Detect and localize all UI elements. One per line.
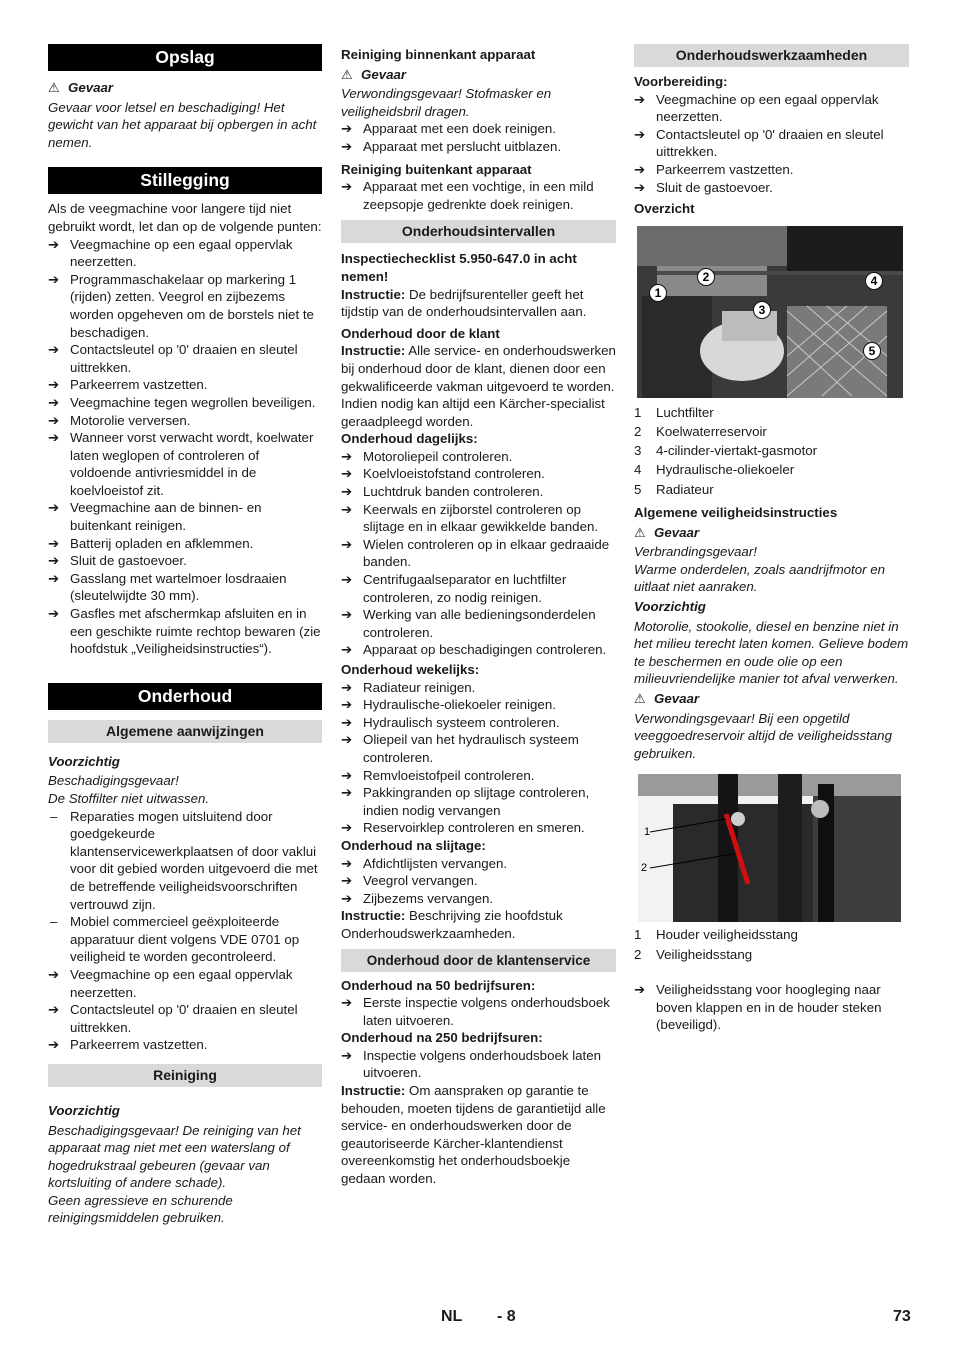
warning-heading (48, 79, 322, 97)
arrow-icon: ➔ (634, 126, 646, 142)
legend-item (634, 461, 909, 479)
callout-marker: 2 (697, 268, 715, 286)
arrow-icon: ➔ (341, 995, 353, 1011)
list-item: ➔ Contactsleutel op '0' draaien en sleutel uittrekken. (48, 1002, 298, 1035)
list-item: ➔ Eerste inspectie volgens onderhoudsboek laten uitvoeren. (341, 995, 610, 1028)
list-item: ➔ Wanneer vorst verwacht wordt, koelwater laten weglopen of controleren of voldoende antivriesmiddel in de koelvloeistof zit. (48, 430, 314, 498)
list-item: ➔ Batterij opladen en afklemmen. (48, 535, 254, 551)
heading-klant: Onderhoud door de klant (341, 325, 500, 341)
arrow-icon: ➔ (341, 767, 353, 783)
legend-text: 4-cilinder-viertakt-gasmotor (656, 443, 818, 459)
instruction-paragraph (341, 1082, 616, 1188)
list-item: ➔ Programmaschakelaar op markering 1 (rijden) zetten. Veegrol en zijbezems worden opgeheven om de borstels niet te beschadigen. (48, 271, 314, 340)
heading-veiligheid: Algemene veiligheidsinstructies (634, 505, 838, 521)
list-item: ➔ Veegmachine tegen wegrollen beveiligen. (48, 394, 316, 410)
subsection-title-reiniging: Reiniging (48, 1064, 322, 1087)
arrow-icon: ➔ (48, 377, 60, 393)
arrow-icon: ➔ (341, 138, 353, 154)
heading-voorbereiding: Voorbereiding: (634, 74, 728, 89)
heading-50-uren: Onderhoud na 50 bedrijfsuren: (341, 977, 536, 993)
list-item: ➔ Wielen controleren op in elkaar gedraaide banden. (341, 536, 610, 570)
heading-dagelijks: Onderhoud dagelijks: (341, 431, 478, 447)
caution-text: Beschadigingsgevaar! De reiniging van het apparaat mag niet met een waterslang of hogedrukstraal gebeuren (gevaar van kortsluiting of andere schade). (48, 1122, 301, 1191)
arrow-icon: ➔ (341, 855, 353, 871)
column-1 (48, 44, 322, 1227)
warning-heading (634, 524, 909, 542)
legend-number: 2 (634, 946, 642, 962)
warning-triangle-icon: ⚠ (48, 80, 60, 95)
list-item: ➔ Sluit de gastoevoer. (48, 553, 187, 569)
arrow-icon: ➔ (48, 606, 60, 622)
list-item: ➔ Parkeerrem vastzetten. (634, 161, 794, 177)
caution-label: Voorzichtig (48, 1102, 120, 1118)
legend-text: Houder veiligheidsstang (656, 927, 798, 943)
instruction-paragraph (341, 907, 616, 942)
list-item: ➔ Sluit de gastoevoer. (634, 179, 773, 195)
instruction-label: Instructie: (341, 1083, 406, 1099)
legend-text: Koelwaterreservoir (656, 423, 767, 439)
arrow-icon: ➔ (341, 466, 353, 482)
arrow-icon: ➔ (634, 161, 646, 177)
list-item: ➔ Contactsleutel op '0' draaien en sleutel uittrekken. (634, 126, 884, 160)
arrow-icon: ➔ (341, 890, 353, 906)
instruction-paragraph (341, 286, 616, 321)
arrow-icon: ➔ (634, 179, 646, 195)
legend-number: 1 (634, 927, 642, 943)
list-item: ➔ Afdichtlijsten vervangen. (341, 855, 508, 871)
instruction-paragraph (341, 342, 616, 430)
column-3 (634, 44, 909, 1034)
legend-item (634, 926, 909, 944)
arrow-icon: ➔ (48, 570, 60, 586)
list-item: ➔ Radiateur reinigen. (341, 679, 476, 695)
list-item: ➔ Contactsleutel op '0' draaien en sleutel uittrekken. (48, 342, 298, 375)
list-item: ➔ Zijbezems vervangen. (341, 890, 494, 906)
legend-item (634, 442, 909, 460)
arrow-icon: ➔ (48, 535, 60, 551)
arrow-icon: ➔ (341, 121, 353, 137)
legend-item (634, 404, 909, 422)
list-50-uren (341, 994, 616, 1029)
caution-text: Motorolie, stookolie, diesel en benzine niet in het milieu terecht laten komen. Gelieve bodem te beschermen en oude olie op een milieuvriendelijke manier tot afval verwerken. (634, 618, 909, 687)
warning-triangle-icon: ⚠ (634, 691, 646, 707)
list-item: ➔ Remvloeistofpeil controleren. (341, 767, 535, 783)
list-item: ➔ Centrifugaalseparator en luchtfilter controleren, zo nodig reinigen. (341, 572, 567, 605)
stang-action-list (634, 981, 909, 1034)
legend-number: 4 (634, 462, 642, 478)
list-item: ➔ Gasslang met wartelmoer losdraaien (sleutelwijdte 30 mm). (48, 570, 287, 604)
instruction-label: Instructie: (341, 343, 406, 359)
instruction-label: Instructie: (341, 286, 406, 302)
list-item: ➔ Gasfles met afschermkap afsluiten en in een geschikte ruimte rechtop bewaren (zie hoofdstuk „Veiligheidsinstructies“). (48, 606, 321, 657)
arrow-icon: ➔ (48, 271, 60, 287)
caution-label: Voorzichtig (634, 599, 706, 615)
callout-marker: 1 (649, 284, 667, 302)
list-item: ➔ Inspectie volgens onderhoudsboek laten uitvoeren. (341, 1047, 602, 1081)
section-title-werkzaamheden: Onderhoudswerkzaamheden (634, 44, 909, 67)
footer-page-number: 73 (893, 1308, 911, 1325)
list-item: ➔ Keerwals en zijborstel controleren op slijtage en in elkaar gewikkelde banden. (341, 501, 599, 535)
safety-bar-photo-art (638, 774, 901, 922)
list-item: ➔ Apparaat met een doek reinigen. (341, 121, 556, 137)
list-item: ➔ Veegrol vervangen. (341, 873, 478, 889)
heading-slijtage: Onderhoud na slijtage: (341, 837, 486, 853)
list-item: ➔ Parkeerrem vastzetten. (48, 1037, 208, 1053)
list-item: ➔ Veegmachine op een egaal oppervlak neerzetten. (634, 91, 879, 125)
dash-bullet: – (50, 914, 58, 930)
arrow-icon: ➔ (48, 1037, 60, 1053)
arrow-icon: ➔ (48, 236, 60, 252)
list-item: ➔ Parkeerrem vastzetten. (48, 377, 208, 393)
photo-label: 1 (644, 826, 651, 839)
list-item: – Reparaties mogen uitsluitend door goedgekeurde klantenservicewerkplaatsen of door vaklui voor dit gebied worden uitgevoerd die met de betreffende veiligheidsvoorschriften vertrouwd zijn. (50, 808, 318, 912)
arrow-icon: ➔ (341, 732, 353, 748)
list-item: ➔ Oliepeil van het hydraulisch systeem controleren. (341, 732, 579, 765)
caution-text: Geen agressieve en schurende reinigingsmiddelen gebruiken. (48, 1192, 233, 1226)
arrow-icon: ➔ (48, 412, 60, 428)
heading-binnenkant: Reiniging binnenkant apparaat (341, 47, 536, 62)
dagelijks-list (341, 448, 616, 659)
arrow-icon: ➔ (48, 553, 60, 569)
legend-item (634, 946, 909, 964)
section-title-onderhoud: Onderhoud (48, 683, 322, 710)
binnenkant-list (341, 120, 616, 155)
legend-item (634, 481, 909, 499)
instruction-label: Instructie: (341, 908, 406, 924)
warning-text: Warme onderdelen, zoals aandrijfmotor en uitlaat niet aanraken. (634, 561, 886, 595)
column-2 (341, 44, 616, 1188)
list-item: ➔ Luchtdruk banden controleren. (341, 484, 544, 500)
heading-250-uren: Onderhoud na 250 bedrijfsuren: (341, 1030, 543, 1046)
arrow-icon: ➔ (48, 342, 60, 358)
warning-text: Verwondingsgevaar! Stofmasker en veiligheidsbril dragen. (341, 86, 552, 119)
heading-overzicht: Overzicht (634, 201, 695, 217)
list-item: ➔ Hydraulische-oliekoeler reinigen. (341, 697, 556, 713)
callout-marker: 5 (863, 342, 881, 360)
instruction-text: Beschrijving zie hoofdstuk Onderhoudswerkzaamheden. (341, 908, 563, 941)
wekelijks-list (341, 679, 616, 837)
stillegging-list (48, 236, 322, 658)
arrow-icon: ➔ (341, 484, 353, 500)
arrow-icon: ➔ (341, 536, 353, 552)
arrow-icon: ➔ (48, 500, 60, 516)
legend-number: 1 (634, 404, 642, 420)
list-item: ➔ Werking van alle bedieningsonderdelen controleren. (341, 607, 596, 640)
photo-label: 2 (641, 862, 648, 875)
stillegging-intro: Als de veegmachine voor langere tijd niet gebruikt wordt, let dan op de volgende punten: (48, 201, 322, 234)
subsection-title-klantenservice: Onderhoud door de klantenservice (341, 949, 616, 972)
arrow-icon: ➔ (341, 179, 353, 195)
caution-label: Voorzichtig (48, 753, 120, 769)
warning-text: Gevaar voor letsel en beschadiging! Het gewicht van het apparaat bij opbergen in acht nemen. (48, 99, 317, 150)
arrow-icon: ➔ (48, 394, 60, 410)
warning-label: Gevaar (68, 80, 114, 95)
algemene-dash-list (48, 808, 322, 966)
callout-marker: 3 (753, 301, 771, 319)
arrow-icon: ➔ (341, 572, 353, 588)
arrow-icon: ➔ (341, 820, 353, 836)
heading-wekelijks: Onderhoud wekelijks: (341, 662, 480, 677)
subsection-title-algemene: Algemene aanwijzingen (48, 720, 322, 743)
slijtage-list (341, 855, 616, 908)
list-item: ➔ Veegmachine op een egaal oppervlak neerzetten. (48, 236, 293, 270)
arrow-icon: ➔ (341, 873, 353, 889)
list-item: ➔ Pakkingranden op slijtage controleren, indien nodig vervangen (341, 785, 590, 818)
instruction-text: Om aanspraken op garantie te behouden, moeten tijdens de garantietijd alle service- en onderhoudswerken door de geautoriseerde Kärcher-klantendienst overeenkomstig het onderhoudsboekje gedaan worden. (341, 1083, 606, 1187)
buitenkant-list (341, 178, 616, 213)
list-item: ➔ Koelvloeistofstand controleren. (341, 466, 545, 482)
list-item: ➔ Veegmachine aan de binnen- en buitenkant reinigen. (48, 500, 262, 534)
arrow-icon: ➔ (48, 1002, 60, 1018)
warning-text: Verwondingsgevaar! Bij een opgetild veeggoedreservoir altijd de veiligheidsstang gebruiken. (634, 710, 892, 761)
warning-label: Gevaar (361, 66, 407, 82)
list-item: ➔ Apparaat met een vochtige, in een mild zeepsopje gedrenkte doek reinigen. (341, 179, 594, 212)
list-item: ➔ Apparaat met perslucht uitblazen. (341, 138, 562, 154)
caution-line: De Stoffilter niet uitwassen. (48, 791, 210, 806)
arrow-icon: ➔ (341, 448, 353, 464)
algemene-arrow-list (48, 966, 322, 1054)
arrow-icon: ➔ (341, 714, 353, 730)
section-title-stillegging: Stillegging (48, 167, 322, 194)
engine-photo (637, 226, 903, 398)
legend-number: 2 (634, 423, 642, 439)
instruction-text: De bedrijfsurenteller geeft het tijdstip van de onderhoudsintervallen aan. (341, 286, 587, 320)
list-item: ➔ Motoroliepeil controleren. (341, 448, 513, 464)
arrow-icon: ➔ (341, 697, 353, 713)
overzicht-legend (634, 404, 909, 498)
arrow-icon: ➔ (341, 501, 353, 517)
checklist-note: Inspectiechecklist 5.950-647.0 in acht nemen! (341, 251, 577, 284)
arrow-icon: ➔ (341, 1047, 353, 1063)
instruction-text: Alle service- en onderhoudswerken bij onderhoud door de klant, dienen door een gekwalificeerde vakman uitgevoerd te worden. Indien nodig kan altijd een Kärcher-specialist geraadpleegd worden. (341, 343, 616, 429)
caution-line: Beschadigingsgevaar! (48, 773, 179, 789)
legend-text: Luchtfilter (656, 404, 714, 420)
warning-triangle-icon: ⚠ (634, 524, 646, 540)
arrow-icon: ➔ (634, 91, 646, 107)
voorbereiding-list (634, 91, 909, 197)
warning-label: Gevaar (654, 524, 700, 540)
list-item: ➔ Apparaat op beschadigingen controleren. (341, 642, 607, 658)
warning-heading (634, 690, 909, 708)
warning-label: Gevaar (654, 691, 700, 707)
legend-item (634, 423, 909, 441)
list-item: ➔ Veiligheidsstang voor hoogleging naar boven klappen en in de houder steken (beveiligd). (634, 982, 882, 1033)
arrow-icon: ➔ (341, 607, 353, 623)
legend-text: Radiateur (656, 481, 714, 497)
arrow-icon: ➔ (634, 982, 646, 998)
section-title-opslag: Opslag (48, 44, 322, 71)
list-item: ➔ Motorolie verversen. (48, 412, 191, 428)
stang-legend (634, 926, 909, 963)
legend-text: Hydraulische-oliekoeler (656, 462, 795, 478)
heading-buitenkant: Reiniging buitenkant apparaat (341, 161, 532, 177)
arrow-icon: ➔ (48, 430, 60, 446)
arrow-icon: ➔ (48, 966, 60, 982)
legend-number: 3 (634, 443, 642, 459)
warning-heading (341, 66, 616, 84)
safety-bar-photo (638, 774, 901, 922)
arrow-icon: ➔ (341, 642, 353, 658)
legend-text: Veiligheidsstang (656, 946, 753, 962)
callout-marker: 4 (865, 272, 883, 290)
list-item: ➔ Hydraulisch systeem controleren. (341, 714, 560, 730)
warning-triangle-icon: ⚠ (341, 66, 353, 82)
legend-number: 5 (634, 481, 642, 497)
footer-language: NL (441, 1308, 463, 1325)
subsection-title-intervallen: Onderhoudsintervallen (341, 220, 616, 243)
warning-text: Verbrandingsgevaar! (634, 544, 757, 560)
list-item: – Mobiel commercieel geëxploiteerde apparatuur dient volgens VDE 0701 op veiligheid te worden gecontroleerd. (50, 914, 300, 965)
dash-bullet: – (50, 808, 58, 824)
list-250-uren (341, 1047, 616, 1082)
arrow-icon: ➔ (341, 679, 353, 695)
list-item: ➔ Veegmachine op een egaal oppervlak neerzetten. (48, 966, 293, 1000)
list-item: ➔ Reservoirklep controleren en smeren. (341, 820, 585, 836)
arrow-icon: ➔ (341, 785, 353, 801)
footer-subpage: - 8 (497, 1308, 516, 1325)
